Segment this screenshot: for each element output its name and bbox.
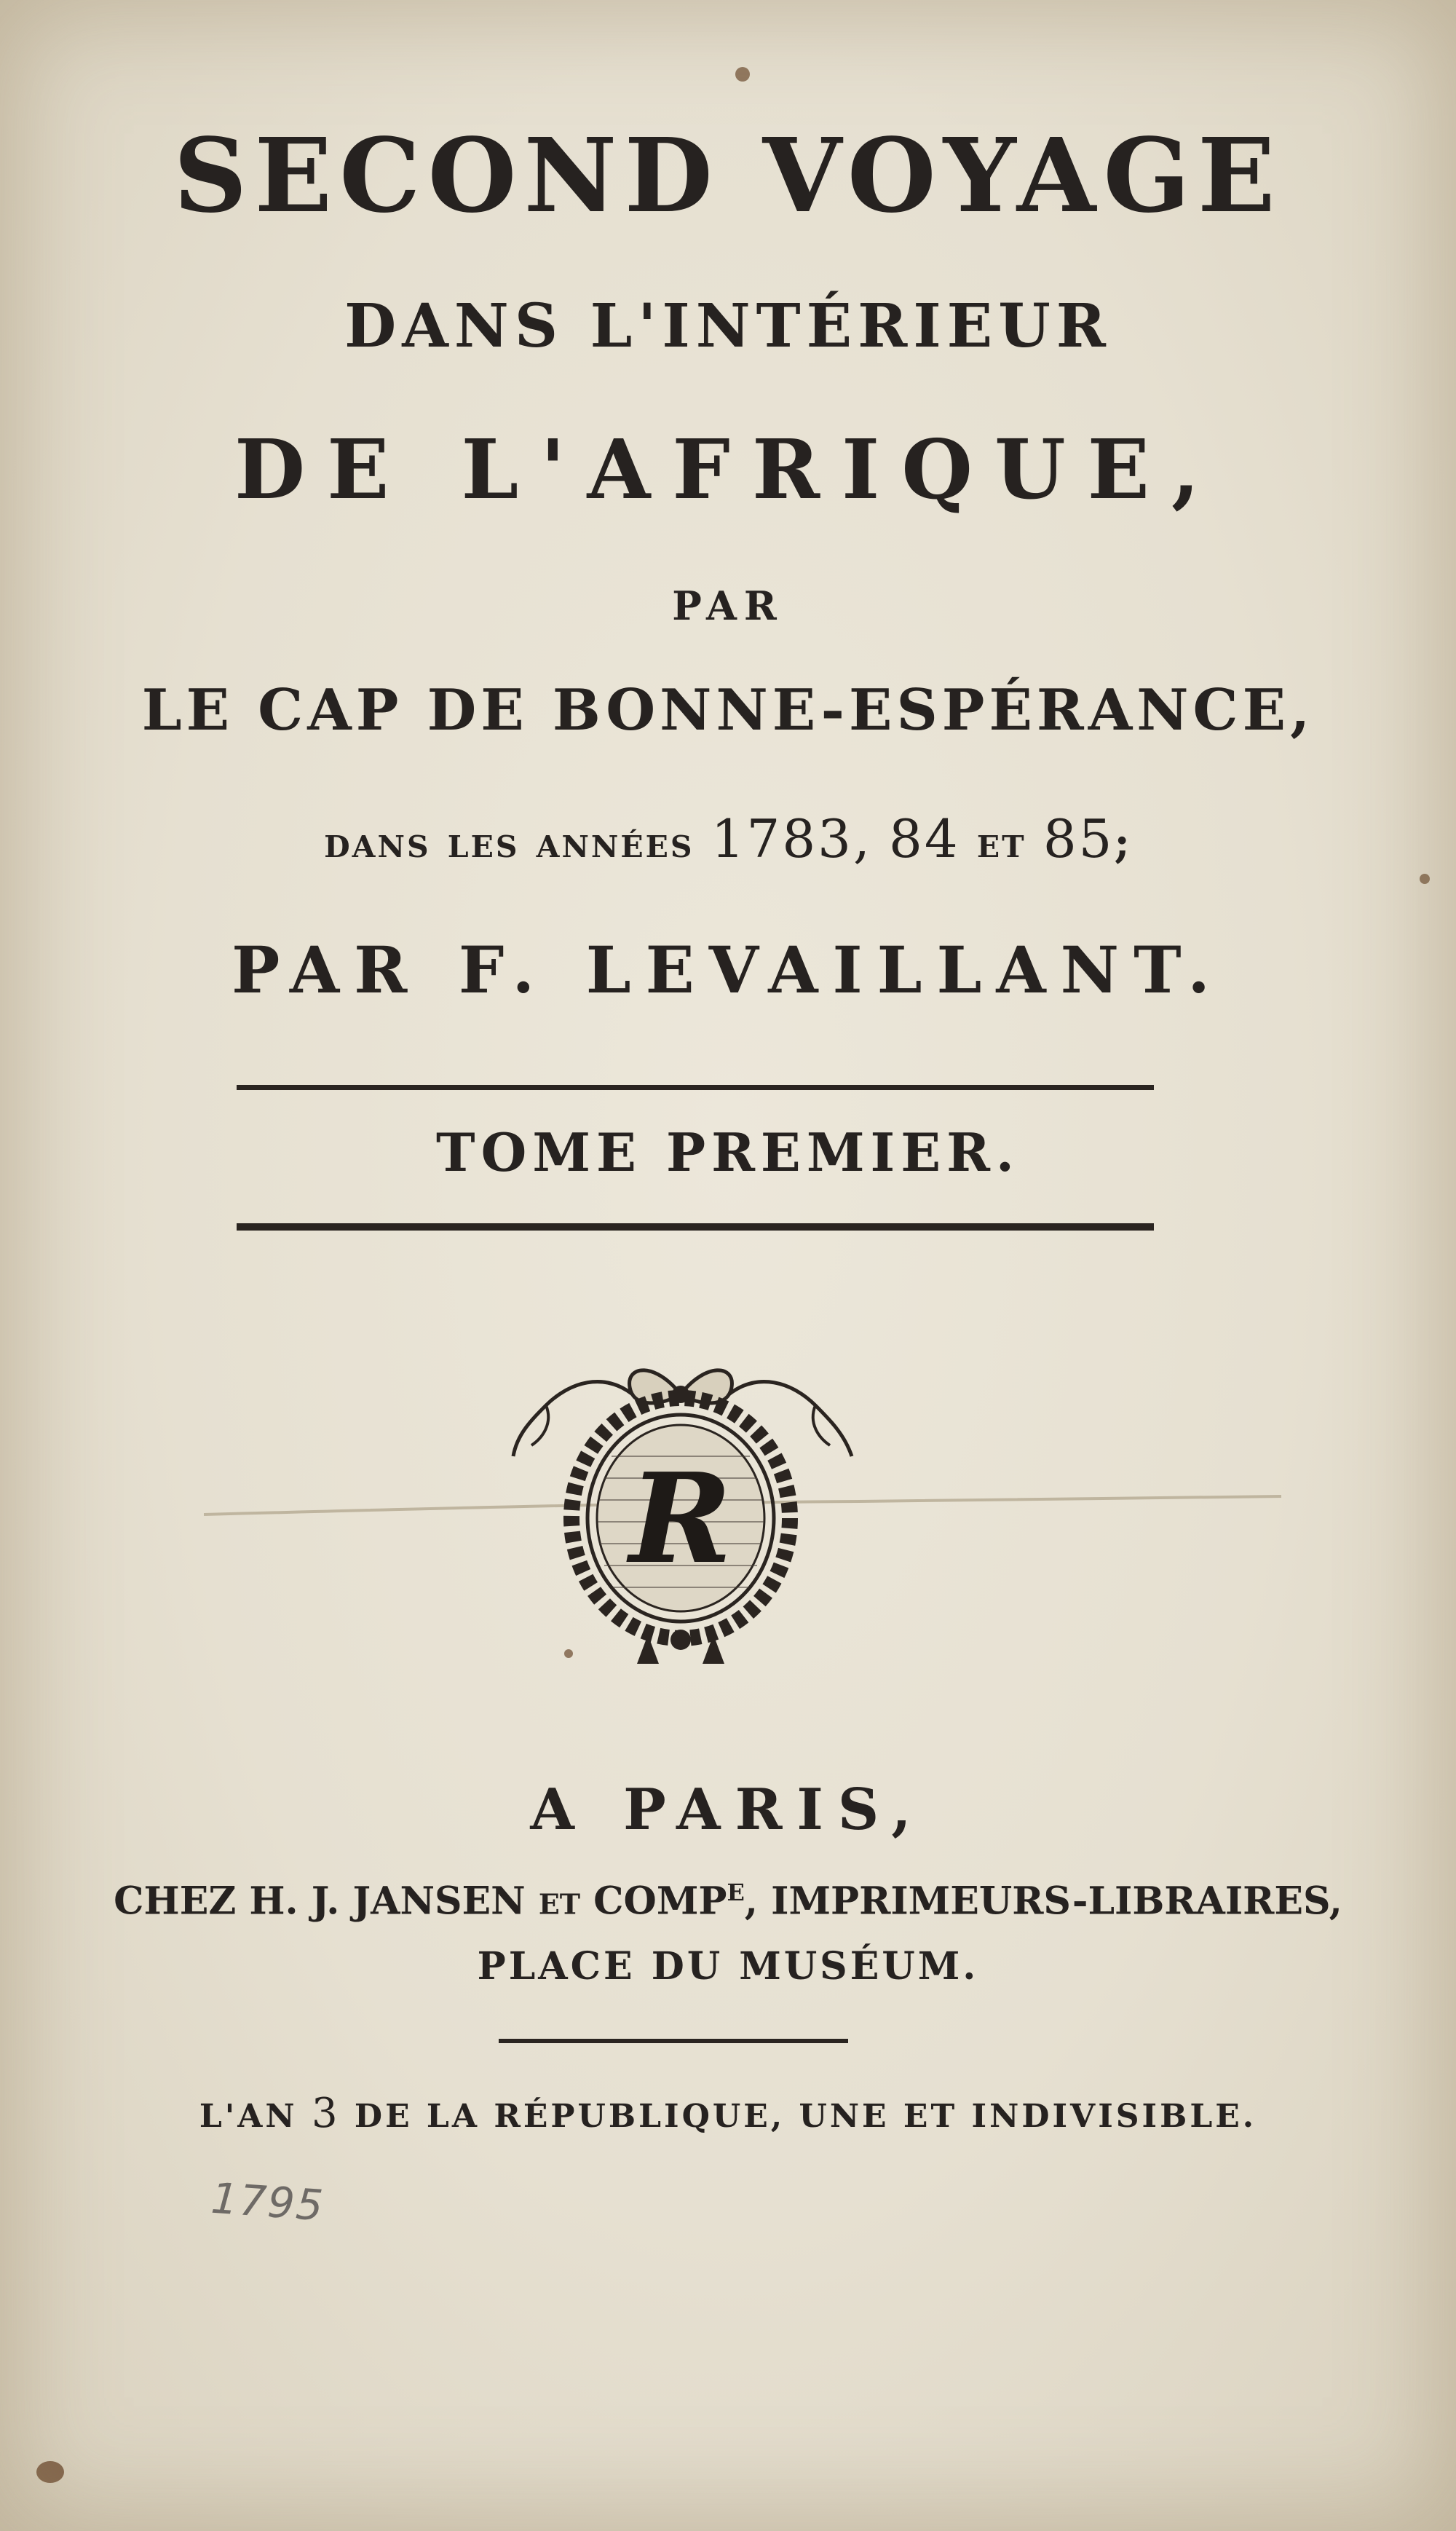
dates-line [0, 808, 1456, 869]
year-85: 85 [1042, 808, 1115, 869]
rule-top [237, 1085, 1154, 1090]
foxing-spot [735, 67, 750, 82]
year-1783: 1783 [711, 808, 853, 869]
printers-emblem [502, 1354, 859, 1667]
author-line: PAR F. LEVAILLANT. [232, 932, 1224, 1008]
title-line-3: DE L'AFRIQUE, [234, 422, 1222, 518]
publisher-et: ET [538, 1887, 581, 1921]
rule-imprint [499, 2039, 848, 2043]
dates-prefix: dans les années [324, 818, 695, 867]
year-84: 84 [889, 808, 960, 869]
dates-sep: , [852, 808, 872, 869]
imprint-city: A PARIS, [530, 1777, 926, 1843]
imprint-date [0, 2090, 1456, 2137]
imprint-address: PLACE DU MUSÉUM. [477, 1944, 979, 1989]
foxing-spot [36, 2461, 64, 2483]
title-line-1: SECOND VOYAGE [173, 117, 1283, 236]
foxing-spot [1420, 874, 1430, 884]
handwritten-year-annotation: 1795 [209, 2173, 326, 2231]
imprint-publisher [0, 1879, 1456, 1923]
emblem-monogram: R [629, 1446, 732, 1592]
title-line-2: DANS L'INTÉRIEUR [344, 291, 1112, 361]
publisher-part1: CHEZ H. J. JANSEN [114, 1879, 526, 1924]
publisher-part2: COMP [593, 1879, 727, 1924]
title-par: PAR [672, 583, 784, 629]
publisher-part3: , IMPRIMEURS-LIBRAIRES, [744, 1879, 1342, 1924]
date-year-num: 3 [311, 2090, 341, 2137]
title-line-4: LE CAP DE BONNE-ESPÉRANCE, [141, 677, 1315, 743]
rule-bottom [237, 1223, 1154, 1231]
dates-end: ; [1114, 818, 1132, 867]
dates-et: et [976, 818, 1026, 867]
date-suffix: DE LA RÉPUBLIQUE, UNE ET INDIVISIBLE. [354, 2098, 1257, 2135]
volume-label: TOME PREMIER. [436, 1121, 1020, 1183]
date-prefix: L'AN [199, 2098, 298, 2135]
publisher-sup: E [727, 1879, 745, 1906]
